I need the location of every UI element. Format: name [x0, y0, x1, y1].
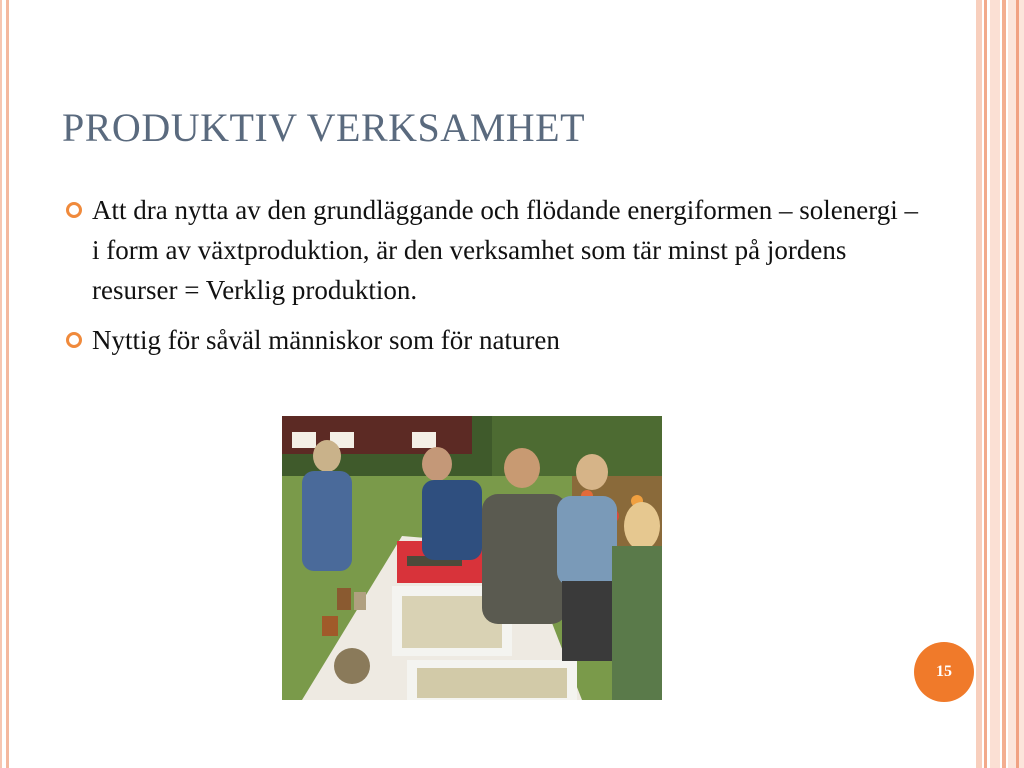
slide-title: PRODUKTIV VERKSAMHET: [62, 105, 586, 150]
right-border-line: [1016, 0, 1019, 768]
bullet-item: [62, 320, 922, 360]
right-border-line: [1002, 0, 1006, 768]
right-border-band: [990, 0, 1000, 768]
right-border-band: [976, 0, 982, 768]
right-border-line: [984, 0, 987, 768]
bullet-text: Att dra nytta av den grundläggande och flödande energiformen – solenergi – i form av växtproduktion, är den verksamhet som tär minst på jordens resurser = Verklig produktion.: [92, 195, 918, 305]
bullet-text: Nyttig för såväl människor som för naturen: [92, 325, 560, 355]
bullet-item: [62, 190, 922, 310]
left-border-line-accent: [6, 0, 9, 768]
left-border-line: [0, 0, 2, 768]
ring-bullet-icon: [66, 202, 82, 218]
garden-workshop-photo: [282, 416, 662, 700]
ring-bullet-icon: [66, 332, 82, 348]
page-number-badge: 15: [914, 642, 974, 702]
bullet-list: [62, 190, 922, 370]
